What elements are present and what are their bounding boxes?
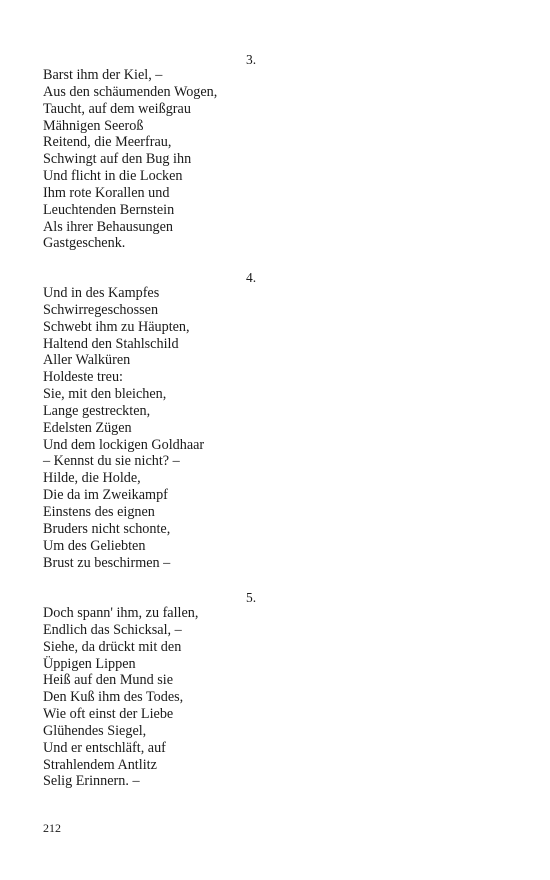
verse-line: Leuchtenden Bernstein (43, 201, 175, 218)
verse-line: Gastgeschenk. (43, 235, 126, 252)
verse-line: Barst ihm der Kiel, – (43, 67, 163, 83)
verse-line: Aus den schäumenden Wogen, (43, 83, 218, 100)
verse-line: Die da im Zweikampf (43, 487, 168, 504)
verse-line: Haltend den Stahlschild (43, 335, 179, 352)
page-number: 212 (43, 821, 61, 835)
verse-line: Edelsten Zügen (43, 419, 132, 436)
verse-line: Hilde, die Holde, (43, 470, 141, 487)
verse-line: Brust zu beschirmen – (43, 554, 171, 571)
stanza-number-3: 3. (246, 52, 257, 67)
stanza-number-4: 4. (246, 270, 257, 285)
verse-line: Strahlendem Antlitz (43, 756, 157, 773)
verse-line: Schwebt ihm zu Häupten, (43, 318, 190, 335)
verse-line: Endlich das Schicksal, – (43, 621, 182, 638)
verse-line: Heiß auf den Mund sie (43, 672, 174, 689)
verse-line: Als ihrer Behausungen (43, 218, 174, 235)
verse-line: Doch spann' ihm, zu fallen, (43, 605, 199, 621)
verse-line: Selig Erinnern. – (43, 773, 140, 790)
verse-line: Sie, mit den bleichen, (43, 386, 167, 403)
verse-line: Und er entschläft, auf (43, 739, 166, 756)
verse-line: Siehe, da drückt mit den (43, 638, 182, 655)
verse-line: Schwingt auf den Bug ihn (43, 151, 192, 168)
verse-line: Einstens des eignen (43, 503, 155, 520)
verse-line: Mähnigen Seeroß (43, 117, 144, 134)
verse-line: Den Kuß ihm des Todes, (43, 689, 184, 706)
stanza-4 (43, 285, 204, 571)
verse-line: Und flicht in die Locken (43, 168, 183, 185)
verse-line: Üppigen Lippen (43, 655, 136, 672)
stanza-number-5: 5. (246, 590, 257, 605)
verse-line: Ihm rote Korallen und (43, 184, 170, 201)
verse-line: Bruders nicht schonte, (43, 520, 171, 537)
verse-line: Lange gestreckten, (43, 402, 151, 419)
verse-line: Aller Walküren (43, 352, 131, 369)
verse-line: Glühendes Siegel, (43, 722, 147, 739)
verse-line: Und in des Kampfes (43, 285, 160, 301)
verse-line: Und dem lockigen Goldhaar (43, 436, 205, 453)
stanza-3 (43, 67, 217, 252)
verse-line: – Kennst du sie nicht? – (43, 453, 180, 470)
stanza-5 (43, 605, 198, 790)
verse-line: Holdeste treu: (43, 369, 123, 386)
verse-line: Wie oft einst der Liebe (43, 706, 174, 723)
verse-line: Um des Geliebten (43, 537, 146, 554)
verse-line: Taucht, auf dem weißgrau (43, 100, 191, 117)
verse-line: Reitend, die Meerfrau, (43, 134, 172, 151)
verse-line: Schwirregeschossen (43, 301, 159, 318)
